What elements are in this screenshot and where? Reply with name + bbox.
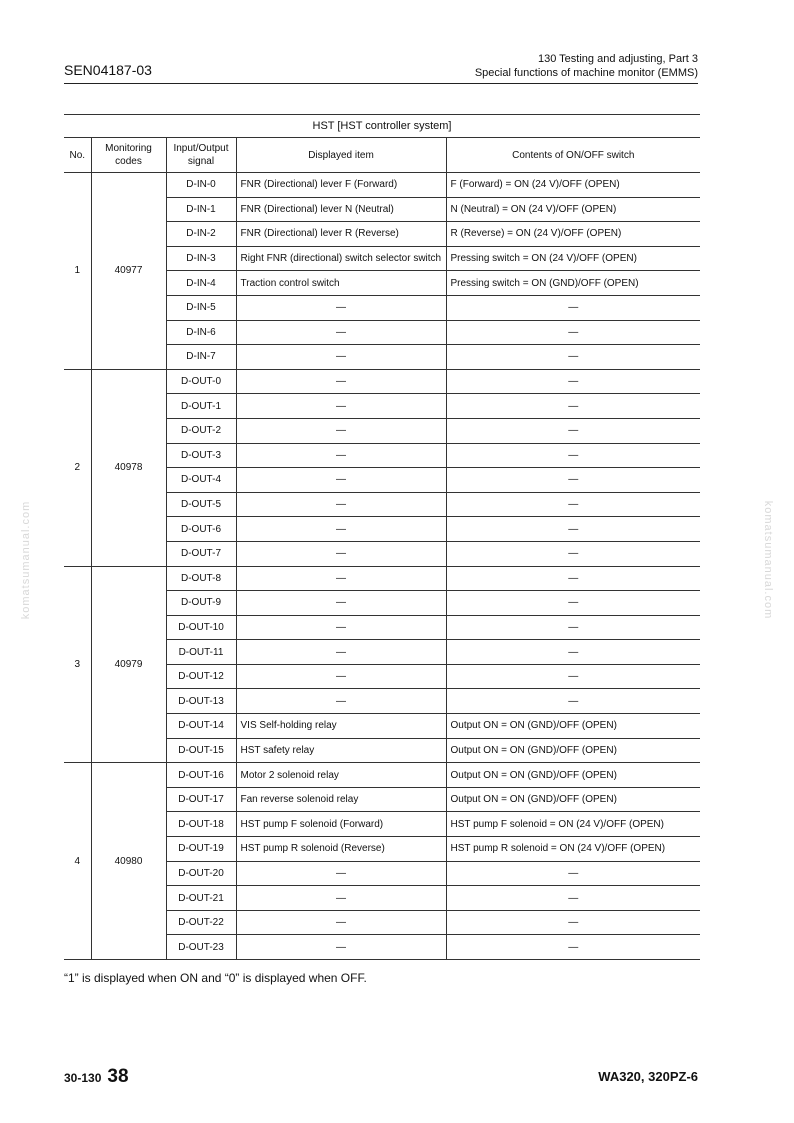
displayed-item: — [236, 566, 446, 591]
switch-contents: Pressing switch = ON (GND)/OFF (OPEN) [446, 271, 700, 296]
io-signal: D-OUT-2 [166, 418, 236, 443]
switch-contents: Output ON = ON (GND)/OFF (OPEN) [446, 763, 700, 788]
column-header-displayed-item: Displayed item [236, 138, 446, 173]
io-signal: D-OUT-14 [166, 714, 236, 739]
table-row [64, 173, 700, 198]
group-number: 4 [64, 763, 91, 960]
displayed-item: — [236, 320, 446, 345]
switch-contents: — [446, 369, 700, 394]
switch-contents: — [446, 566, 700, 591]
displayed-item: HST safety relay [236, 738, 446, 763]
table-title: HST [HST controller system] [64, 115, 700, 138]
displayed-item: Right FNR (directional) switch selector switch [236, 246, 446, 271]
page-number [64, 1066, 129, 1088]
displayed-item: — [236, 541, 446, 566]
column-header-monitoring-codes: Monitoring codes [91, 138, 166, 173]
displayed-item: — [236, 492, 446, 517]
io-signal: D-OUT-18 [166, 812, 236, 837]
document-code: SEN04187-03 [64, 62, 152, 78]
section-title [475, 52, 698, 80]
io-signal: D-OUT-12 [166, 664, 236, 689]
displayed-item: — [236, 910, 446, 935]
switch-contents: R (Reverse) = ON (24 V)/OFF (OPEN) [446, 222, 700, 247]
watermark-left: komatsumanual.com [20, 500, 32, 620]
io-signal: D-OUT-10 [166, 615, 236, 640]
displayed-item: — [236, 443, 446, 468]
section-title-line-1: 130 Testing and adjusting, Part 3 [537, 53, 698, 65]
switch-contents: F (Forward) = ON (24 V)/OFF (OPEN) [446, 173, 700, 198]
io-signal: D-OUT-16 [166, 763, 236, 788]
displayed-item: — [236, 935, 446, 960]
displayed-item: — [236, 861, 446, 886]
io-signal: D-OUT-4 [166, 468, 236, 493]
watermark-right: komatsumanual.com [762, 500, 774, 620]
switch-contents: — [446, 689, 700, 714]
monitoring-code: 40979 [91, 566, 166, 763]
switch-contents: — [446, 886, 700, 911]
displayed-item: Traction control switch [236, 271, 446, 296]
table-row [64, 369, 700, 394]
displayed-item: HST pump F solenoid (Forward) [236, 812, 446, 837]
io-signal: D-OUT-7 [166, 541, 236, 566]
displayed-item: FNR (Directional) lever F (Forward) [236, 173, 446, 198]
io-signal: D-OUT-21 [166, 886, 236, 911]
displayed-item: — [236, 418, 446, 443]
header-rule [64, 83, 698, 84]
io-signal: D-IN-3 [166, 246, 236, 271]
displayed-item: — [236, 664, 446, 689]
displayed-item: — [236, 468, 446, 493]
switch-contents: Output ON = ON (GND)/OFF (OPEN) [446, 714, 700, 739]
io-signal: D-OUT-1 [166, 394, 236, 419]
displayed-item: Fan reverse solenoid relay [236, 787, 446, 812]
displayed-item: FNR (Directional) lever R (Reverse) [236, 222, 446, 247]
displayed-item: — [236, 369, 446, 394]
switch-contents: — [446, 935, 700, 960]
displayed-item: FNR (Directional) lever N (Neutral) [236, 197, 446, 222]
switch-contents: — [446, 640, 700, 665]
io-signal: D-OUT-17 [166, 787, 236, 812]
switch-contents: — [446, 541, 700, 566]
io-signal: D-OUT-6 [166, 517, 236, 542]
monitoring-code: 40978 [91, 369, 166, 566]
switch-contents: HST pump F solenoid = ON (24 V)/OFF (OPEN) [446, 812, 700, 837]
switch-contents: Output ON = ON (GND)/OFF (OPEN) [446, 738, 700, 763]
switch-contents: — [446, 517, 700, 542]
io-signal: D-OUT-15 [166, 738, 236, 763]
switch-contents: — [446, 418, 700, 443]
switch-contents: HST pump R solenoid = ON (24 V)/OFF (OPEN) [446, 837, 700, 862]
io-signal: D-OUT-19 [166, 837, 236, 862]
io-signal: D-OUT-3 [166, 443, 236, 468]
column-header-contents: Contents of ON/OFF switch [446, 138, 700, 173]
column-header-no: No. [64, 138, 91, 173]
switch-contents: — [446, 345, 700, 370]
page-number-prefix: 30-130 [64, 1071, 102, 1085]
switch-contents: — [446, 492, 700, 517]
displayed-item: — [236, 345, 446, 370]
io-signal: D-OUT-0 [166, 369, 236, 394]
switch-contents: N (Neutral) = ON (24 V)/OFF (OPEN) [446, 197, 700, 222]
group-number: 1 [64, 173, 91, 370]
machine-model: WA320, 320PZ-6 [598, 1069, 698, 1084]
group-number: 2 [64, 369, 91, 566]
io-signal: D-OUT-11 [166, 640, 236, 665]
switch-contents: — [446, 443, 700, 468]
displayed-item: — [236, 394, 446, 419]
table-row [64, 763, 700, 788]
io-signal: D-OUT-23 [166, 935, 236, 960]
io-signal: D-IN-1 [166, 197, 236, 222]
displayed-item: — [236, 295, 446, 320]
switch-contents: — [446, 615, 700, 640]
table-body [64, 173, 700, 960]
io-signal: D-OUT-5 [166, 492, 236, 517]
displayed-item: — [236, 689, 446, 714]
switch-contents: Pressing switch = ON (24 V)/OFF (OPEN) [446, 246, 700, 271]
displayed-item: Motor 2 solenoid relay [236, 763, 446, 788]
hst-signal-table [64, 114, 700, 960]
displayed-item: VIS Self-holding relay [236, 714, 446, 739]
switch-contents: — [446, 468, 700, 493]
table-header-row [64, 138, 700, 173]
switch-contents: — [446, 591, 700, 616]
displayed-item: — [236, 517, 446, 542]
group-number: 3 [64, 566, 91, 763]
io-signal: D-OUT-22 [166, 910, 236, 935]
switch-contents: — [446, 394, 700, 419]
io-signal: D-OUT-20 [166, 861, 236, 886]
displayed-item: — [236, 886, 446, 911]
switch-contents: Output ON = ON (GND)/OFF (OPEN) [446, 787, 700, 812]
table-row [64, 566, 700, 591]
io-signal: D-IN-0 [166, 173, 236, 198]
io-signal: D-OUT-13 [166, 689, 236, 714]
io-signal: D-OUT-8 [166, 566, 236, 591]
displayed-item: — [236, 615, 446, 640]
switch-contents: — [446, 910, 700, 935]
io-signal: D-IN-4 [166, 271, 236, 296]
io-signal: D-IN-2 [166, 222, 236, 247]
section-title-line-2: Special functions of machine monitor (EMMS) [474, 67, 698, 79]
displayed-item: HST pump R solenoid (Reverse) [236, 837, 446, 862]
monitoring-code: 40980 [91, 763, 166, 960]
io-signal: D-IN-5 [166, 295, 236, 320]
monitoring-code: 40977 [91, 173, 166, 370]
displayed-item: — [236, 640, 446, 665]
switch-contents: — [446, 295, 700, 320]
displayed-item: — [236, 591, 446, 616]
switch-contents: — [446, 861, 700, 886]
io-signal: D-IN-7 [166, 345, 236, 370]
column-header-io-signal: Input/Output signal [166, 138, 236, 173]
io-signal: D-IN-6 [166, 320, 236, 345]
switch-contents: — [446, 320, 700, 345]
footnote: “1” is displayed when ON and “0” is displayed when OFF. [64, 971, 367, 985]
page-number-value: 38 [107, 1066, 129, 1087]
switch-contents: — [446, 664, 700, 689]
io-signal: D-OUT-9 [166, 591, 236, 616]
